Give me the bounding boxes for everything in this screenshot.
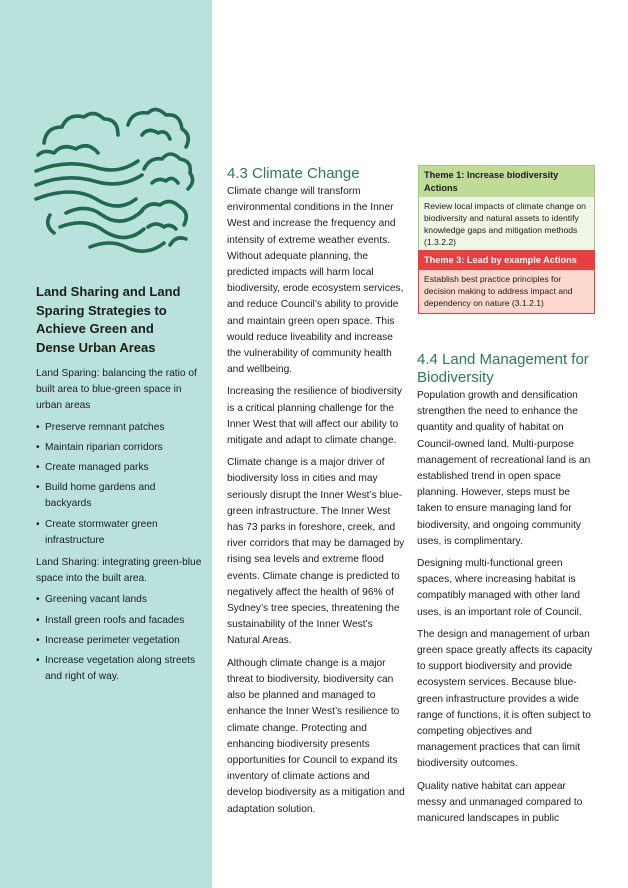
sidebar-body xyxy=(36,366,202,691)
theme-action-text: Establish best practice principles for decision making to address impact and dependency on nature (3.1.2.1) xyxy=(419,270,594,313)
land-sharing-intro: Land Sharing: integrating green-blue space into the built area. xyxy=(36,557,202,585)
paragraph: Designing multi-functional green spaces, where increasing habitat is compatibly managed with other land uses, is an important role of Council. xyxy=(417,558,582,618)
list-item: • Create stormwater green infrastructure xyxy=(36,517,202,549)
climate-change-section xyxy=(227,165,407,824)
paragraph: Climate change will transform environmental conditions in the Inner West and increase the frequency and intensity of extreme weather events. Without adequate planning, the predicted impacts will harm local biodiversity, erode ecosystem services, and reduce Council’s ability to provide and maintain green open space. This would reduce liveability and increase the vulnerability of community health and wellbeing. xyxy=(227,186,404,376)
list-item: • Greening vacant lands xyxy=(36,592,202,608)
theme-heading: Theme 1: Increase biodiversity Actions xyxy=(419,166,594,197)
list-item: • Install green roofs and facades xyxy=(36,613,202,629)
list-item: • Create managed parks xyxy=(36,460,202,476)
theme-1-actions-box xyxy=(418,165,595,253)
landscape-clouds-river-icon xyxy=(30,105,195,255)
paragraph: Population growth and densification strengthen the need to enhance the quantity and quality of habitat on Council-owned land. Multi-purpose management of recreational land is an established trend in open space planning. However, steps must be taken to ensure managing land for biodiversity, and ongoing community uses, is complimentary. xyxy=(417,390,591,547)
paragraph: Increasing the resilience of biodiversity is a critical planning challenge for the Inner West that will affect our ability to mitigate and adapt to climate change. xyxy=(227,386,402,447)
sidebar-title: Land Sharing and Land Sparing Strategies to Achieve Green and Dense Urban Areas xyxy=(36,284,181,355)
paragraph: The design and management of urban green space greatly affects its capacity to support biodiversity and provide ecosystem services. Because blue-green infrastructure provides a wide range of functions, it is often subject to competing objectives and management practices that can limit biodiversity outcomes. xyxy=(417,628,593,770)
list-item: • Preserve remnant patches xyxy=(36,420,202,436)
section-heading: 4.3 Climate Change xyxy=(227,165,360,182)
sidebar-panel xyxy=(0,0,212,888)
section-heading: 4.4 Land Management for Biodiversity xyxy=(417,351,589,386)
land-management-section xyxy=(417,351,593,833)
list-item: • Increase vegetation along streets and right of way. xyxy=(36,653,202,685)
land-sparing-intro: Land Sparing: balancing the ratio of built area to blue-green space in urban areas xyxy=(36,368,197,412)
theme-action-text: Review local impacts of climate change on biodiversity and natural assets to identify knowledge gaps and mitigation methods (1.3.2.2) xyxy=(419,197,594,252)
theme-heading: Theme 3: Lead by example Actions xyxy=(419,251,594,270)
theme-3-actions-box xyxy=(418,250,595,314)
land-sharing-list xyxy=(36,592,202,685)
paragraph: Quality native habitat can appear messy and unmanaged compared to manicured landscapes in public xyxy=(417,780,583,825)
list-item: • Maintain riparian corridors xyxy=(36,440,202,456)
land-sparing-list xyxy=(36,420,202,549)
paragraph: Although climate change is a major threat to biodiversity, biodiversity can also be planned and managed to enhance the Inner West’s resilience to climate change. Protecting and enhancing biodiversity presents opportunities for Council to expand its inventory of climate actions and develop biodiversity as a mitigation and adaptation solution. xyxy=(227,657,405,815)
paragraph: Climate change is a major driver of biodiversity loss in cities and may seriously disrupt the Inner West’s blue-green infrastructure. The Inner West has 73 parks in foreshore, creek, and river corridors that may be damaged by rising sea levels and extreme flood events. Climate change is predicted to negatively affect the health of 96% of Sydney’s tree species, threatening the sustainability of the Inner West’s Natural Areas. xyxy=(227,457,405,647)
list-item: • Increase perimeter vegetation xyxy=(36,633,202,649)
list-item: • Build home gardens and backyards xyxy=(36,480,202,512)
